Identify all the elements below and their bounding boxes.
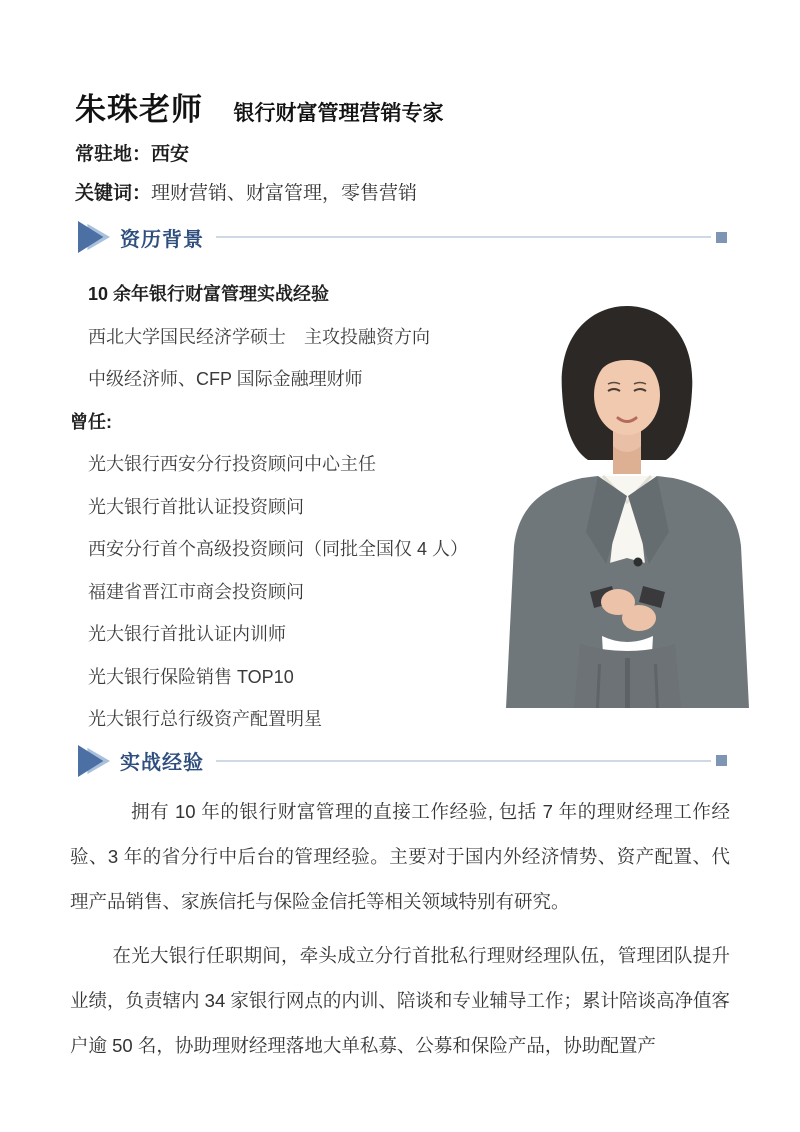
double-arrow-icon <box>75 745 113 777</box>
page-title: 朱珠老师 <box>75 92 203 127</box>
list-item: 西安分行首个高级投资顾问（同批全国仅 4 人） <box>88 539 469 559</box>
keywords-value: 理财营销、财富管理，零售营销 <box>151 183 418 204</box>
list-item: 西北大学国民经济学硕士 主攻投融资方向 <box>88 326 430 347</box>
list-item: 光大银行首批认证投资顾问 <box>88 496 304 517</box>
list-item: 光大银行保险销售 TOP10 <box>88 666 294 687</box>
section-rule <box>216 760 711 762</box>
list-item: 光大银行总行级资产配置明星 <box>88 709 322 729</box>
keywords-row <box>75 181 730 207</box>
experience-paragraph: 在光大银行任职期间，牵头成立分行首批私行理财经理队伍，管理团队提升业绩，负责辖内 34 家银行网点的内训、陪谈和专业辅导工作；累计陪谈高净值客户逾 50 名，协助理财经理落地大单私募、公募和保险产品，协助配置产 <box>70 944 730 1056</box>
header-block <box>0 0 800 129</box>
section-header-experience <box>75 743 727 779</box>
list-item: 中级经济师、CFP 国际金融理财师 <box>88 369 363 389</box>
section-rule <box>216 236 711 238</box>
page-subtitle: 银行财富管理营销专家 <box>233 102 444 125</box>
location-label: 常驻地： <box>75 144 152 165</box>
list-item: 光大银行首批认证内训师 <box>88 624 286 644</box>
list-item: 光大银行西安分行投资顾问中心主任 <box>88 454 376 474</box>
location-row <box>75 142 730 168</box>
double-arrow-icon <box>75 221 113 253</box>
profile-meta <box>0 142 800 207</box>
section-end-square-icon <box>716 755 727 766</box>
section-header-background <box>75 219 727 255</box>
experience-paragraph: 拥有 10 年的银行财富管理的直接工作经验, 包括 7 年的理财经理工作经验、3 年的省分行中后台的管理经验。主要对于国内外经济情势、资产配置、代理产品销售、家族信托与保险金信托等相关领域特别有研究。 <box>70 800 730 912</box>
keywords-label: 关键词： <box>75 183 152 204</box>
section-title-experience: 实战经验 <box>120 752 204 774</box>
section-title-background: 资历背景 <box>120 228 204 251</box>
background-headline: 10 余年银行财富管理实战经验 <box>88 284 330 304</box>
list-item: 福建省晋江市商会投资顾问 <box>88 581 304 602</box>
experience-section <box>70 789 730 1068</box>
location-value: 西安 <box>151 144 190 165</box>
section-end-square-icon <box>716 232 727 243</box>
profile-photo <box>490 296 765 708</box>
former-label: 曾任: <box>70 411 112 432</box>
